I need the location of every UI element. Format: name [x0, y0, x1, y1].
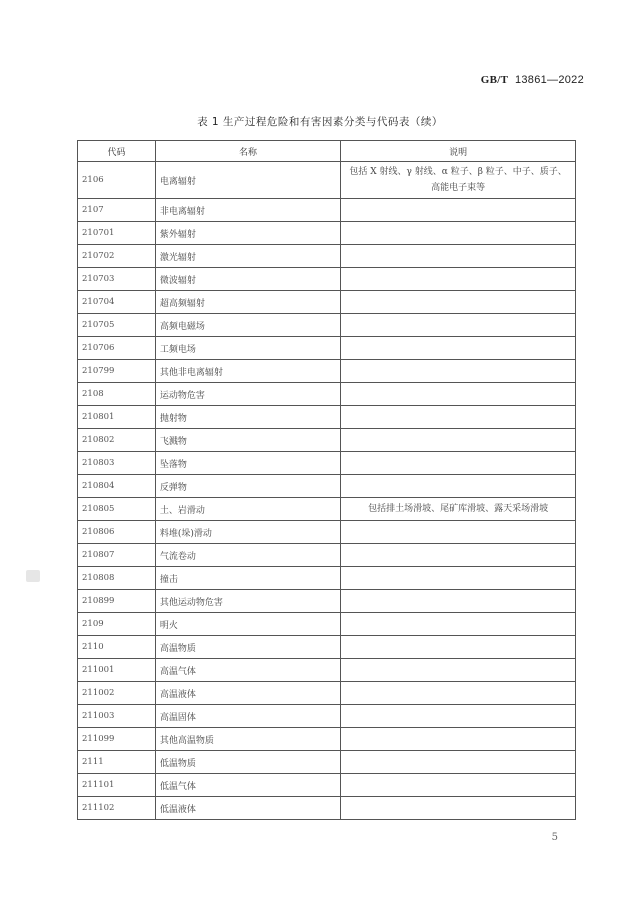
- cell-code: 210799: [78, 360, 156, 383]
- cell-description: [341, 383, 576, 406]
- cell-code: 210808: [78, 567, 156, 590]
- table-row: [78, 797, 576, 820]
- table-row: [78, 337, 576, 360]
- cell-code: 210805: [78, 498, 156, 521]
- cell-name: 高频电磁场: [155, 314, 340, 337]
- cell-name: 高温液体: [155, 682, 340, 705]
- table-row: [78, 383, 576, 406]
- cell-description: 包括 X 射线、γ 射线、α 粒子、β 粒子、中子、质子、高能电子束等: [341, 162, 576, 199]
- cell-code: 210702: [78, 245, 156, 268]
- cell-description: [341, 337, 576, 360]
- table-row: [78, 613, 576, 636]
- cell-name: 高温固体: [155, 705, 340, 728]
- cell-description: [341, 659, 576, 682]
- standard-number: [481, 74, 584, 86]
- table-row: [78, 544, 576, 567]
- side-watermark-mark: [26, 570, 40, 582]
- cell-code: 210899: [78, 590, 156, 613]
- table-row: [78, 245, 576, 268]
- cell-name: 微波辐射: [155, 268, 340, 291]
- cell-name: 其他高温物质: [155, 728, 340, 751]
- cell-code: 210705: [78, 314, 156, 337]
- cell-code: 211102: [78, 797, 156, 820]
- header-code: 代码: [78, 141, 156, 162]
- table-row: [78, 521, 576, 544]
- cell-description: [341, 544, 576, 567]
- table-row: [78, 268, 576, 291]
- cell-name: 土、岩滑动: [155, 498, 340, 521]
- table-row: [78, 162, 576, 199]
- table-row: [78, 360, 576, 383]
- cell-name: 气流卷动: [155, 544, 340, 567]
- table-row: [78, 567, 576, 590]
- cell-description: [341, 245, 576, 268]
- cell-name: 低温物质: [155, 751, 340, 774]
- cell-description: [341, 314, 576, 337]
- cell-description: [341, 682, 576, 705]
- cell-code: 210704: [78, 291, 156, 314]
- cell-description: [341, 222, 576, 245]
- header-desc: 说明: [341, 141, 576, 162]
- cell-name: 工频电场: [155, 337, 340, 360]
- table-row: [78, 199, 576, 222]
- standard-prefix: GB/T: [480, 74, 509, 86]
- cell-name: 高温物质: [155, 636, 340, 659]
- cell-description: [341, 268, 576, 291]
- cell-name: 激光辐射: [155, 245, 340, 268]
- cell-description: [341, 751, 576, 774]
- cell-name: 紫外辐射: [155, 222, 340, 245]
- cell-name: 高温气体: [155, 659, 340, 682]
- cell-code: 2108: [78, 383, 156, 406]
- cell-code: 211101: [78, 774, 156, 797]
- cell-code: 2111: [78, 751, 156, 774]
- cell-name: 低温液体: [155, 797, 340, 820]
- cell-code: 2106: [78, 162, 156, 199]
- cell-description: [341, 360, 576, 383]
- table-row: [78, 682, 576, 705]
- table-row: [78, 659, 576, 682]
- cell-description: [341, 705, 576, 728]
- cell-code: 210706: [78, 337, 156, 360]
- table-row: [78, 406, 576, 429]
- cell-name: 坠落物: [155, 452, 340, 475]
- cell-code: 2109: [78, 613, 156, 636]
- table-row: [78, 314, 576, 337]
- table-row: [78, 728, 576, 751]
- cell-code: 210803: [78, 452, 156, 475]
- cell-code: 2107: [78, 199, 156, 222]
- cell-code: 210806: [78, 521, 156, 544]
- cell-code: 2110: [78, 636, 156, 659]
- cell-name: 其他非电离辐射: [155, 360, 340, 383]
- cell-code: 211003: [78, 705, 156, 728]
- cell-description: [341, 774, 576, 797]
- cell-description: [341, 590, 576, 613]
- cell-description: 包括排土场滑坡、尾矿库滑坡、露天采场滑坡: [341, 498, 576, 521]
- hazard-code-table: [77, 140, 576, 820]
- cell-name: 料堆(垛)滑动: [155, 521, 340, 544]
- cell-description: [341, 199, 576, 222]
- table-caption: 表 1 生产过程危险和有害因素分类与代码表（续）: [197, 116, 443, 128]
- table-row: [78, 636, 576, 659]
- cell-name: 抛射物: [155, 406, 340, 429]
- cell-code: 210703: [78, 268, 156, 291]
- table-row: [78, 475, 576, 498]
- cell-code: 210801: [78, 406, 156, 429]
- cell-description: [341, 406, 576, 429]
- table-row: [78, 705, 576, 728]
- cell-code: 210807: [78, 544, 156, 567]
- table-header-row: [78, 141, 576, 162]
- cell-name: 其他运动物危害: [155, 590, 340, 613]
- table-row: [78, 498, 576, 521]
- cell-name: 非电离辐射: [155, 199, 340, 222]
- cell-code: 211001: [78, 659, 156, 682]
- cell-code: 210802: [78, 429, 156, 452]
- header-name: 名称: [155, 141, 340, 162]
- cell-name: 超高频辐射: [155, 291, 340, 314]
- cell-description: [341, 636, 576, 659]
- table-row: [78, 222, 576, 245]
- table-row: [78, 429, 576, 452]
- cell-name: 反弹物: [155, 475, 340, 498]
- table-row: [78, 774, 576, 797]
- cell-name: 电离辐射: [155, 162, 340, 199]
- cell-name: 撞击: [155, 567, 340, 590]
- cell-code: 211099: [78, 728, 156, 751]
- cell-description: [341, 429, 576, 452]
- table-row: [78, 751, 576, 774]
- page-number: 5: [551, 832, 558, 843]
- cell-description: [341, 452, 576, 475]
- table-row: [78, 590, 576, 613]
- cell-description: [341, 521, 576, 544]
- cell-description: [341, 567, 576, 590]
- cell-name: 运动物危害: [155, 383, 340, 406]
- cell-description: [341, 728, 576, 751]
- cell-name: 低温气体: [155, 774, 340, 797]
- cell-code: 211002: [78, 682, 156, 705]
- cell-code: 210804: [78, 475, 156, 498]
- cell-description: [341, 797, 576, 820]
- table-body: [78, 162, 576, 820]
- cell-name: 飞溅物: [155, 429, 340, 452]
- cell-code: 210701: [78, 222, 156, 245]
- cell-name: 明火: [155, 613, 340, 636]
- cell-description: [341, 613, 576, 636]
- table-row: [78, 452, 576, 475]
- standard-code: 13861—2022: [514, 74, 584, 86]
- table-row: [78, 291, 576, 314]
- cell-description: [341, 291, 576, 314]
- cell-description: [341, 475, 576, 498]
